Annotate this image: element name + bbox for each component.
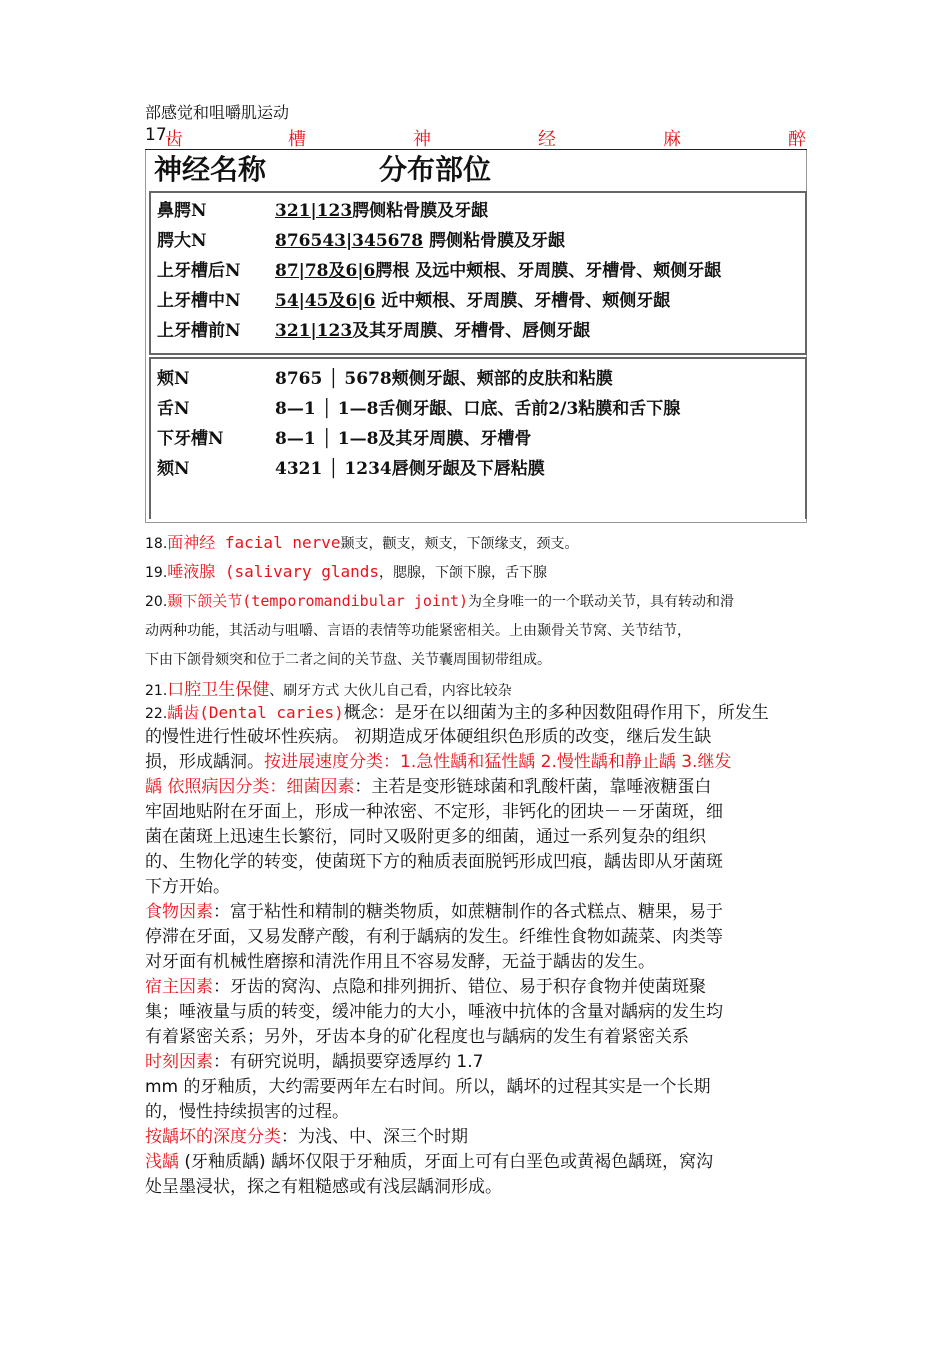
distribution-text: 腭侧粘骨膜及牙龈	[352, 201, 489, 221]
top-line: 部感觉和咀嚼肌运动	[145, 103, 290, 122]
depth-classification-title: 按龋坏的深度分类	[145, 1127, 281, 1147]
table-header	[154, 150, 492, 190]
section-21	[145, 678, 810, 703]
section-21-text: 、刷牙方式 大伙儿自己看，内容比较杂	[269, 683, 512, 699]
table-row: 下牙槽N 8—1 │ 1—8及其牙周膜、牙槽骨	[157, 425, 531, 453]
paragraph-text: ：富于粘性和精制的糖类物质，如蔗糖制作的各式糕点、糖果，易于	[213, 902, 723, 922]
paragraph-line: 菌在菌斑上迅速生长繁衍，同时又吸附更多的细菌，通过一系列复杂的组织	[145, 827, 706, 847]
section-20-text: 为全身唯一的一个联动关节，具有转动和滑	[468, 594, 735, 610]
section-18-title: 面神经 facial nerve	[167, 533, 341, 552]
nerve-name: 颏N	[157, 459, 190, 479]
nerve-name: 腭大N	[157, 231, 207, 251]
section-20-number: 20.	[145, 594, 168, 610]
section-20-title: 颞下颌关节(temporomandibular joint)	[167, 592, 469, 610]
teeth-range: 8765	[275, 369, 323, 389]
table-row: 舌N 8—1 │ 1—8舌侧牙龈、口底、舌前2/3粘膜和舌下腺	[157, 395, 680, 423]
nerve-name: 上牙槽后N	[157, 261, 241, 281]
speed-classification: 按进展速度分类：1.急性龋和猛性龋 2.慢性龋和静止龋 3.继发	[264, 752, 732, 772]
section-22-line1	[145, 701, 810, 726]
table-row	[157, 197, 488, 225]
paragraph-text: ：牙齿的窝沟、点隐和排列拥折、错位、易于积存食物并使菌斑聚	[213, 977, 706, 997]
teeth-range: 876543|345678	[275, 231, 424, 251]
section-20-line3: 下由下颌骨颏突和位于二者之间的关节盘、关节囊周围韧带组成。	[145, 652, 551, 668]
food-factor-title: 食物因素	[145, 902, 213, 922]
paragraph-line: 集；唾液量与质的转变，缓冲能力的大小，唾液中抗体的含量对龋病的发生均	[145, 1002, 723, 1022]
teeth-range: 8—1	[275, 429, 316, 449]
time-factor-title: 时刻因素	[145, 1052, 213, 1072]
teeth-range: 87|78及6|6	[275, 261, 376, 281]
distribution-text: 腭根 及远中颊根、牙周膜、牙槽骨、颊侧牙龈	[375, 261, 722, 281]
paragraph-line: 下方开始。	[145, 877, 230, 897]
header-nerve-name: 神经名称	[154, 153, 267, 186]
paragraph-line	[145, 775, 810, 799]
nerve-name: 上牙槽前N	[157, 321, 241, 341]
section-22-number: 22.	[145, 706, 168, 722]
section-20-line1	[145, 589, 810, 614]
teeth-range: 321|123	[275, 321, 353, 341]
nerve-name: 下牙槽N	[157, 429, 224, 449]
table-group-lower	[149, 357, 807, 519]
section-21-number: 21.	[145, 683, 168, 699]
distribution-text: 1—8及其牙周膜、牙槽骨	[337, 429, 532, 449]
paragraph-line	[145, 1050, 810, 1074]
host-factor-title: 宿主因素	[145, 977, 213, 997]
paragraph-line: 的、生物化学的转变，使菌斑下方的釉质表面脱钙形成凹痕，龋齿即从牙菌斑	[145, 852, 723, 872]
paragraph-text: ：为浅、中、深三个时期	[281, 1127, 468, 1147]
teeth-range: 54|45及6|6	[275, 291, 376, 311]
section-19-number: 19.	[145, 565, 168, 581]
table-row: 颊N 8765 │ 5678颊侧牙龈、颊部的皮肤和粘膜	[157, 365, 613, 393]
paragraph-line	[145, 750, 810, 774]
nerve-name: 舌N	[157, 399, 190, 419]
section-17-char: 麻	[663, 129, 681, 150]
bacteria-factor-title: 龋 依照病因分类：细菌因素	[145, 777, 355, 797]
section-17-char: 神	[413, 129, 431, 150]
paragraph-text: ：有研究说明，龋损要穿透厚约 1.7	[213, 1052, 484, 1072]
header-distribution: 分布部位	[379, 153, 492, 186]
table-row	[157, 227, 565, 255]
section-17-heading	[145, 125, 807, 149]
paragraph-line: mm 的牙釉质，大约需要两年左右时间。所以，龋坏的过程其实是一个长期	[145, 1077, 711, 1097]
paragraph-line: 有着紧密关系；另外，牙齿本身的矿化程度也与龋病的发生有着紧密关系	[145, 1027, 689, 1047]
table-row	[157, 317, 590, 345]
section-19	[145, 560, 810, 585]
table-group-upper	[149, 191, 807, 355]
section-17-char: 槽	[288, 129, 306, 150]
section-18-text: 颞支，颧支，颊支，下颌缘支，颈支。	[340, 536, 579, 552]
section-20-line2: 动两种功能，其活动与咀嚼、言语的表情等功能紧密相关。上由颞骨关节窝、关节结节，	[145, 623, 691, 639]
shallow-caries-title: 浅龋	[145, 1152, 179, 1172]
teeth-range: 321|123	[275, 201, 353, 221]
paragraph-line: 牢固地贴附在牙面上，形成一种浓密、不定形，非钙化的团块－－牙菌斑，细	[145, 802, 723, 822]
section-17-number: 17.	[145, 125, 173, 145]
table-row	[157, 287, 670, 315]
nerve-table	[145, 150, 807, 523]
distribution-text: 近中颊根、牙周膜、牙槽骨、颊侧牙龈	[375, 291, 671, 311]
section-22-title: 龋齿(Dental caries)	[167, 703, 344, 722]
paragraph-line: 停滞在牙面，又易发酵产酸，有利于龋病的发生。纤维性食物如蔬菜、肉类等	[145, 927, 723, 947]
distribution-text: 5678颊侧牙龈、颊部的皮肤和粘膜	[344, 369, 613, 389]
nerve-name: 上牙槽中N	[157, 291, 241, 311]
section-17-char: 经	[538, 129, 556, 150]
table-row	[157, 257, 721, 285]
nerve-name: 鼻腭N	[157, 201, 207, 221]
section-21-title: 口腔卫生保健	[167, 680, 270, 700]
distribution-text: 1—8舌侧牙龈、口底、舌前2/3粘膜和舌下腺	[337, 399, 681, 419]
paragraph-text: (牙釉质龋) 龋坏仅限于牙釉质，牙面上可有白垩色或黄褐色龋斑，窝沟	[179, 1152, 714, 1172]
paragraph-line	[145, 900, 810, 924]
distribution-text: 1234唇侧牙龈及下唇粘膜	[344, 459, 545, 479]
section-19-text: ，腮腺，下颌下腺，舌下腺	[379, 565, 548, 581]
paragraph-text: 损，形成龋洞。	[145, 752, 264, 772]
teeth-range: 8—1	[275, 399, 316, 419]
table-row: 颏N 4321 │ 1234唇侧牙龈及下唇粘膜	[157, 455, 545, 483]
paragraph-line: 的，慢性持续损害的过程。	[145, 1102, 349, 1122]
section-18	[145, 531, 810, 556]
distribution-text: 及其牙周膜、牙槽骨、唇侧牙龈	[352, 321, 591, 341]
section-18-number: 18.	[145, 536, 168, 552]
paragraph-text: ：主若是变形链球菌和乳酸杆菌，靠唾液糖蛋白	[354, 777, 712, 797]
nerve-name: 颊N	[157, 369, 190, 389]
paragraph-line: 处呈墨浸状，探之有粗糙感或有浅层龋洞形成。	[145, 1177, 502, 1197]
paragraph-line: 的慢性进行性破坏性疾病。 初期造成牙体硬组织色形质的改变，继后发生缺	[145, 727, 712, 747]
paragraph-line	[145, 1125, 810, 1149]
paragraph-line	[145, 975, 810, 999]
paragraph-line	[145, 1150, 810, 1174]
teeth-range: 4321	[275, 459, 323, 479]
section-19-title: 唾液腺 (salivary glands	[167, 562, 380, 581]
section-22-text: 概念：是牙在以细菌为主的多种因数阻碍作用下，所发生	[343, 703, 769, 723]
section-17-char: 醉	[788, 129, 806, 150]
distribution-text: 腭侧粘骨膜及牙龈	[423, 231, 566, 251]
section-17-char: 齿	[165, 129, 183, 150]
paragraph-line: 对牙面有机械性磨擦和清洗作用且不容易发酵，无益于龋齿的发生。	[145, 952, 655, 972]
